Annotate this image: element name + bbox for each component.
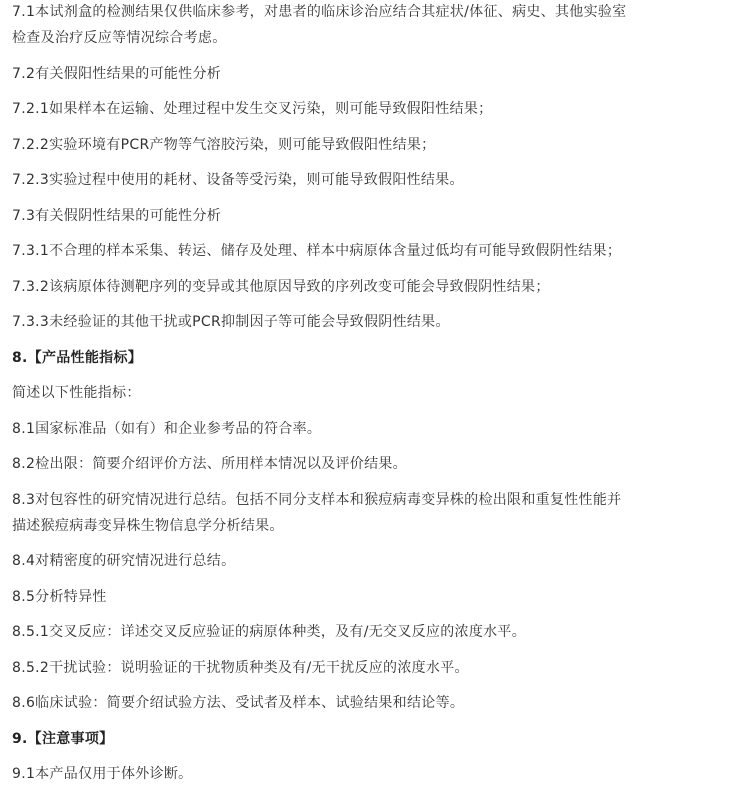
paragraph-7-2-1: 7.2.1如果样本在运输、处理过程中发生交叉污染，则可能导致假阳性结果； [12,101,493,117]
section-heading-9: 9.【注意事项】 [12,731,114,747]
paragraph-8-5: 8.5分析特异性 [12,589,107,605]
paragraph-8-4: 8.4对精密度的研究情况进行总结。 [12,553,236,569]
paragraph-8-2: 8.2检出限：简要介绍评价方法、所用样本情况以及评价结果。 [12,456,407,472]
paragraph-8-5-1: 8.5.1交叉反应：详述交叉反应验证的病原体种类，及有/无交叉反应的浓度水平。 [12,624,527,640]
paragraph-7-3: 7.3有关假阴性结果的可能性分析 [12,208,222,224]
paragraph-8-5-2: 8.5.2干扰试验：说明验证的干扰物质种类及有/无干扰反应的浓度水平。 [12,660,469,676]
paragraph-7-3-2: 7.3.2该病原体待测靶序列的变异或其他原因导致的序列改变可能会导致假阴性结果； [12,279,550,295]
paragraph-7-1-line-1: 7.1本试剂盒的检测结果仅供临床参考，对患者的临床诊治应结合其症状/体征、病史、其他实验室 [12,4,627,20]
paragraph-8-3-line-2: 描述猴痘病毒变异株生物信息学分析结果。 [12,518,284,534]
paragraph-7-3-3: 7.3.3未经验证的其他干扰或PCR抑制因子等可能会导致假阴性结果。 [12,314,450,330]
paragraph-7-2: 7.2有关假阳性结果的可能性分析 [12,66,222,82]
paragraph-8-1: 8.1国家标准品（如有）和企业参考品的符合率。 [12,421,322,437]
section-heading-8: 8.【产品性能指标】 [12,350,143,366]
paragraph-7-1-line-2: 检查及治疗反应等情况综合考虑。 [12,30,227,46]
paragraph-9-1: 9.1本产品仅用于体外诊断。 [12,766,193,782]
paragraph-7-2-2: 7.2.2实验环境有PCR产物等气溶胶污染，则可能导致假阳性结果； [12,137,436,153]
paragraph-8-6: 8.6临床试验：简要介绍试验方法、受试者及样本、试验结果和结论等。 [12,695,465,711]
paragraph-8-intro: 简述以下性能指标： [12,385,141,401]
paragraph-7-2-3: 7.2.3实验过程中使用的耗材、设备等受污染，则可能导致假阳性结果。 [12,172,464,188]
paragraph-7-3-1: 7.3.1不合理的样本采集、转运、储存及处理、样本中病原体含量过低均有可能导致假阴性结果； [12,243,622,259]
paragraph-8-3-line-1: 8.3对包容性的研究情况进行总结。包括不同分支样本和猴痘病毒变异株的检出限和重复性性能并 [12,492,622,508]
